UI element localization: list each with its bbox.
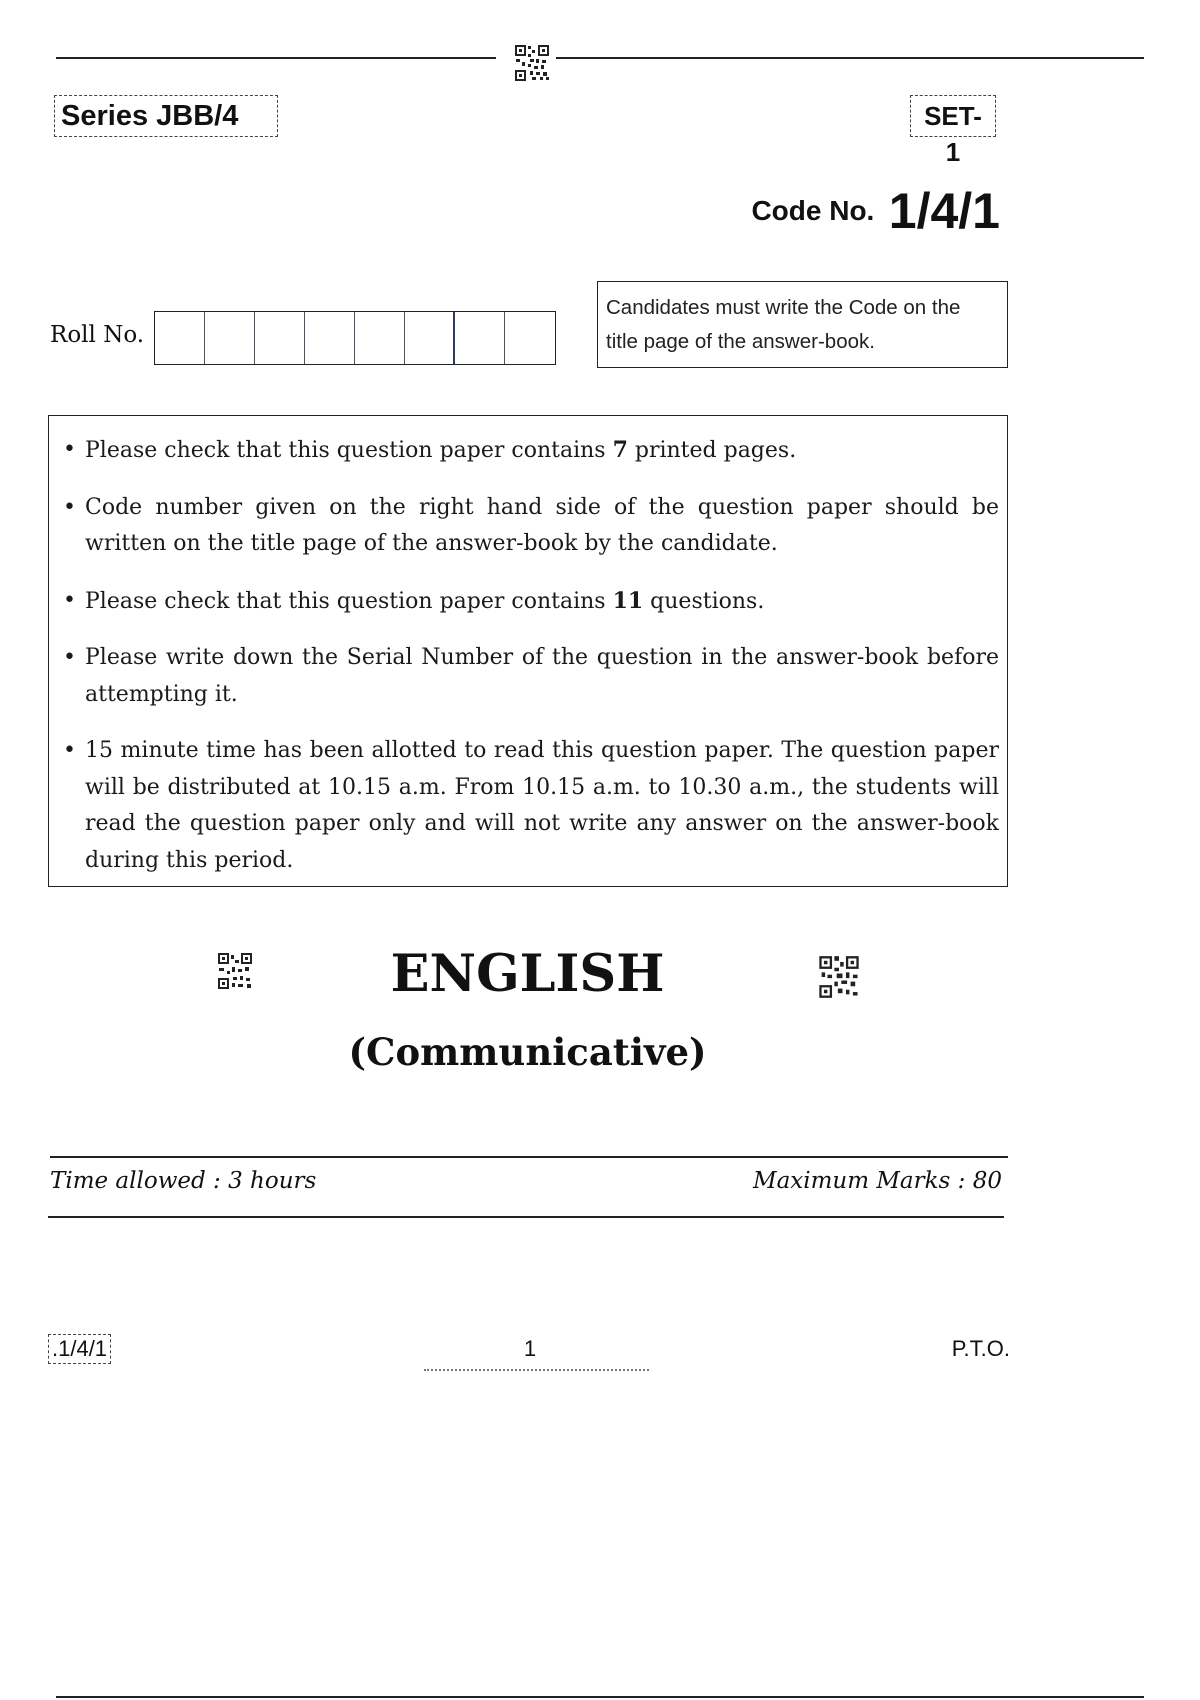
qr-code-icon: [216, 952, 254, 990]
instructions-box: [48, 415, 1008, 887]
bottom-rule: [56, 1696, 1144, 1698]
instruction-text: Please check that this question paper contains: [85, 588, 613, 614]
qr-code-icon: [514, 44, 550, 82]
roll-digit-box[interactable]: [505, 312, 555, 364]
time-allowed: Time allowed : 3 hours: [50, 1168, 317, 1194]
roll-digit-box[interactable]: [305, 312, 355, 364]
code-instruction-line: Candidates must write the Code on the: [606, 296, 961, 319]
instruction-text: 15 minute time has been allotted to read this question paper. The question paper will be distributed at 10.15 a.m. From 10.15 a.m. to 10.30 a.m., the students will read the question paper only and will not write any answer on the answer-book during this period.: [85, 738, 999, 873]
instruction-item: [57, 490, 999, 563]
top-rule-right: [556, 57, 1144, 59]
instruction-text: printed pages.: [627, 438, 797, 463]
instruction-text: questions.: [643, 588, 765, 614]
subject-title: ENGLISH: [390, 944, 665, 1004]
instruction-item: [57, 640, 999, 713]
bullet-icon: •: [63, 437, 76, 462]
roll-digit-box[interactable]: [255, 312, 305, 364]
time-marks-rule-top: [50, 1156, 1008, 1158]
series-label: Series JBB/4: [54, 95, 278, 137]
instruction-text: Please write down the Serial Number of the question in the answer-book before attempting it.: [85, 645, 999, 707]
qr-code-icon: [817, 955, 861, 999]
time-marks-rule-bottom: [48, 1216, 1004, 1218]
instruction-item: [57, 733, 999, 879]
roll-number-boxes[interactable]: [154, 311, 556, 365]
subject-subtitle: (Communicative): [348, 1030, 707, 1074]
instruction-bold: 7: [612, 437, 628, 463]
code-value: 1/4/1: [888, 183, 1000, 239]
roll-digit-box[interactable]: [355, 312, 405, 364]
page-number: 1: [523, 1336, 537, 1361]
instructions-list: [57, 432, 999, 879]
instruction-text: Code number given on the right hand side of the question paper should be written on the title page of the answer-book by the candidate.: [85, 494, 999, 556]
code-instruction-line: title page of the answer-book.: [606, 330, 875, 353]
instruction-item: [57, 583, 999, 621]
bullet-icon: •: [63, 645, 76, 670]
instruction-bold: 11: [612, 587, 644, 614]
top-rule-left: [56, 57, 496, 59]
code-label: Code No.: [751, 195, 875, 226]
please-turn-over: P.T.O.: [951, 1336, 1010, 1361]
bullet-icon: •: [63, 587, 76, 613]
maximum-marks: Maximum Marks : 80: [753, 1168, 1002, 1194]
bullet-icon: •: [63, 494, 76, 520]
instruction-item: [57, 432, 999, 470]
footer-code: .1/4/1: [48, 1334, 111, 1364]
roll-digit-box[interactable]: [155, 312, 205, 364]
roll-digit-box[interactable]: [205, 312, 255, 364]
roll-digit-box[interactable]: [455, 312, 505, 364]
roll-number-label: Roll No.: [50, 322, 145, 348]
code-instruction-box: [597, 281, 1008, 368]
bullet-icon: •: [63, 738, 76, 763]
code-number: [751, 182, 1000, 240]
roll-digit-box[interactable]: [405, 312, 455, 364]
page-number-underline: [424, 1369, 649, 1371]
set-label: SET-1: [910, 95, 996, 137]
instruction-text: Please check that this question paper contains: [85, 438, 613, 463]
